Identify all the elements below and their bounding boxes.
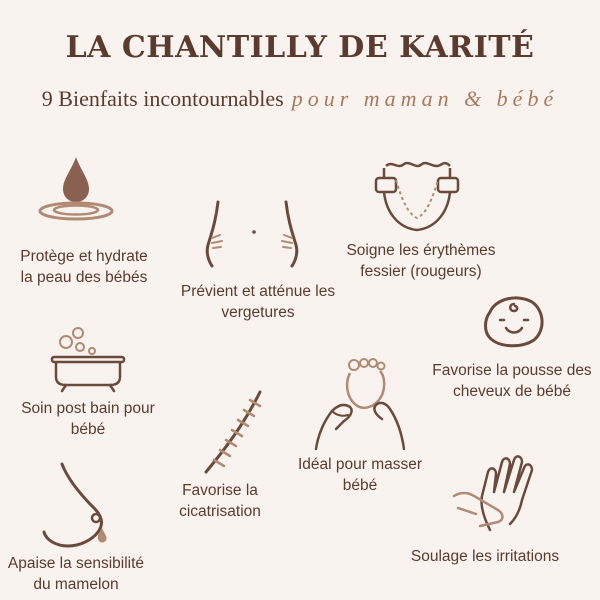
- page-title: LA CHANTILLY DE KARITÉ: [65, 30, 535, 65]
- benefit-label-scar: Favorise la cicatrisation: [179, 482, 261, 520]
- benefit-label-irritation: Soulage les irritations: [410, 548, 560, 565]
- benefit-label-rash: Soigne les érythèmes fessier (rougeurs): [346, 242, 496, 280]
- page-subtitle: [0, 86, 600, 112]
- scar-icon: [200, 388, 266, 476]
- hands-icon: [450, 452, 542, 532]
- benefit-label-protect: Protège et hydrate la peau des bébés: [20, 248, 148, 286]
- subtitle-main: 9 Bienfaits incontournables: [41, 86, 284, 111]
- benefit-label-bath: Soin post bain pour bébé: [21, 400, 155, 438]
- belly-icon: [202, 200, 302, 270]
- foot-massage-icon: [310, 355, 410, 455]
- benefit-label-stretch: Prévient et atténue les vergetures: [180, 283, 336, 321]
- bathtub-icon: [50, 325, 126, 393]
- water-drop-icon: [36, 155, 116, 225]
- breast-icon: [38, 460, 114, 552]
- subtitle-accent: pour maman & bébé: [291, 86, 559, 111]
- baby-face-icon: [478, 292, 548, 348]
- diaper-icon: [372, 156, 462, 234]
- benefit-label-nipple: Apaise la sensibilité du mamelon: [7, 555, 145, 593]
- benefit-label-hair: Favorise la pousse des cheveux de bébé: [432, 362, 592, 400]
- benefit-label-massage: Idéal pour masser bébé: [297, 456, 423, 494]
